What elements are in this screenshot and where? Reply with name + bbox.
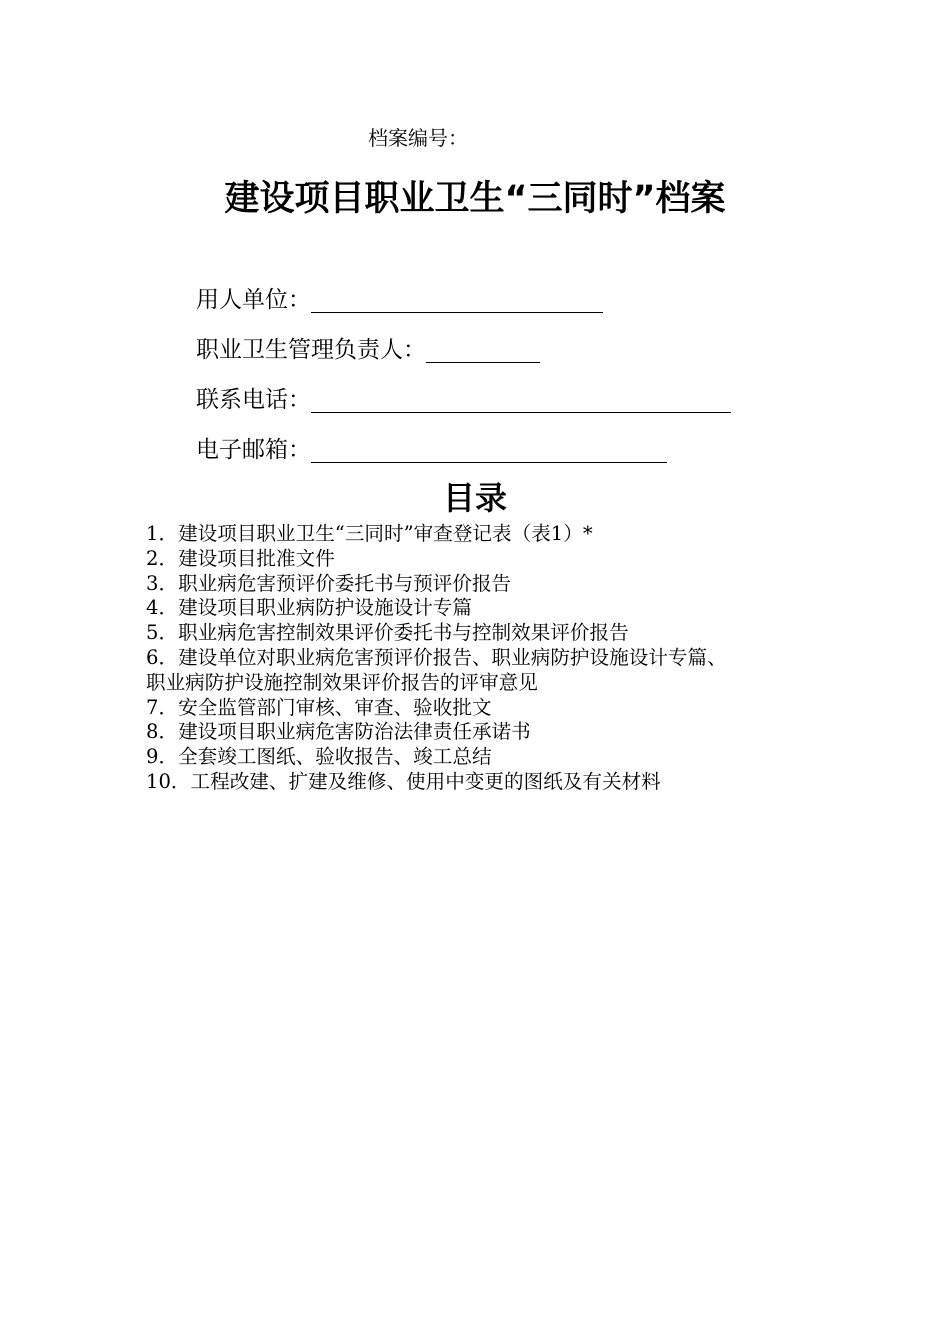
field-employer-blank[interactable] xyxy=(311,286,603,313)
toc-item xyxy=(146,745,826,770)
field-employer-label: 用人单位： xyxy=(196,287,311,313)
toc-item xyxy=(146,770,826,795)
toc-item xyxy=(146,572,826,597)
toc-item-number: 5． xyxy=(146,621,179,645)
toc-item xyxy=(146,596,826,621)
toc-item-text: 建设项目职业病危害防治法律责任承诺书 xyxy=(178,720,531,744)
toc-item-text: 职业病防护设施控制效果评价报告的评审意见 xyxy=(146,670,538,694)
field-manager-blank[interactable] xyxy=(426,336,540,363)
toc-item-number: 4． xyxy=(146,596,179,620)
archive-number-label: 档案编号： xyxy=(368,126,468,150)
toc-item-number: 2． xyxy=(146,546,179,570)
toc-item-continuation xyxy=(146,671,826,696)
toc-item-number: 9． xyxy=(146,745,179,769)
toc-item-number: 10． xyxy=(146,769,191,793)
toc-item-number: 7． xyxy=(146,695,179,719)
field-phone xyxy=(196,384,731,416)
toc-item-text: 工程改建、扩建及维修、使用中变更的图纸及有关材料 xyxy=(190,769,661,793)
document-title: 建设项目职业卫生“三同时”档案 xyxy=(224,179,726,219)
field-manager xyxy=(196,334,540,366)
field-employer xyxy=(196,284,603,316)
toc-item xyxy=(146,720,826,745)
toc-title: 目录 xyxy=(442,479,507,517)
field-email-blank[interactable] xyxy=(311,436,667,463)
toc-item-number: 1． xyxy=(146,522,179,545)
toc-item xyxy=(146,621,826,646)
field-email xyxy=(196,434,667,466)
toc-item-text: 全套竣工图纸、验收报告、竣工总结 xyxy=(178,745,492,769)
field-phone-blank[interactable] xyxy=(311,386,731,413)
toc-item-text: 职业病危害控制效果评价委托书与控制效果评价报告 xyxy=(178,621,629,645)
toc-item-text: 建设单位对职业病危害预评价报告、职业病防护设施设计专篇、 xyxy=(178,645,727,669)
toc-item-number: 8． xyxy=(146,720,179,744)
toc-item-text: 职业病危害预评价委托书与预评价报告 xyxy=(178,571,512,595)
toc-item xyxy=(146,547,826,572)
field-phone-label: 联系电话： xyxy=(196,387,311,413)
toc-item-number: 6． xyxy=(146,645,179,669)
field-email-label: 电子邮箱： xyxy=(196,437,311,463)
toc-item-text: 安全监管部门审核、审查、验收批文 xyxy=(178,695,492,719)
field-manager-label: 职业卫生管理负责人： xyxy=(196,337,426,363)
toc-item xyxy=(146,646,826,671)
toc-item-text: 建设项目职业卫生“三同时”审查登记表（表1）* xyxy=(178,522,593,545)
toc-item xyxy=(146,696,826,721)
toc-item xyxy=(146,522,826,547)
toc-item-text: 建设项目批准文件 xyxy=(178,546,335,570)
toc-item-number: 3． xyxy=(146,571,179,595)
table-of-contents xyxy=(146,522,826,795)
toc-item-text: 建设项目职业病防护设施设计专篇 xyxy=(178,596,472,620)
